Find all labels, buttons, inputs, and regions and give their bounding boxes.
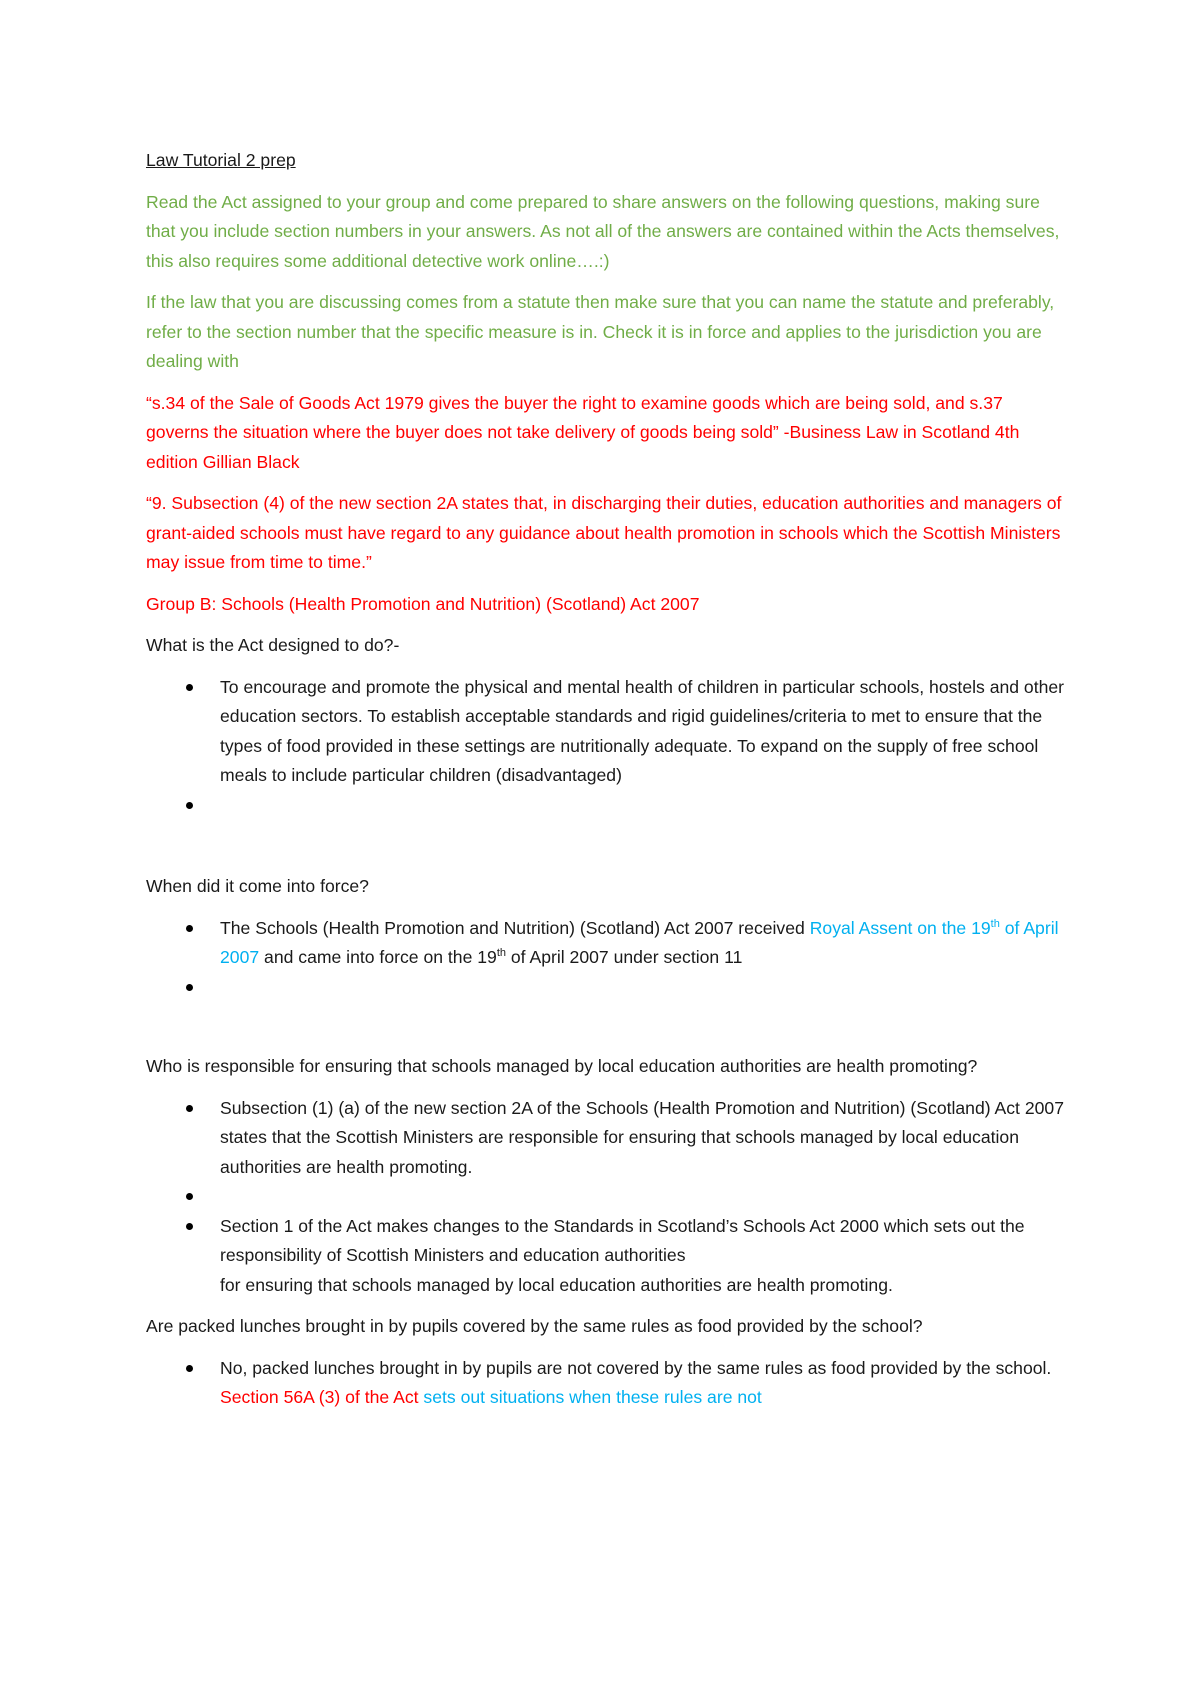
group-heading: Group B: Schools (Health Promotion and Nutrition) (Scotland) Act 2007 [146, 593, 700, 614]
question-responsibility: Who is responsible for ensuring that schools managed by local education authorities are health promoting? [146, 1056, 978, 1076]
list-item [146, 791, 1066, 821]
instructions-paragraph: Read the Act assigned to your group and come prepared to share answers on the following questions, making sure that you include section numbers in your answers. As not all of the answers are contained within the Acts themselves, this also requires some additional detective work online….:) [146, 191, 1060, 271]
document-body [146, 146, 1066, 1425]
bullet-icon [186, 925, 193, 932]
bullet-icon [186, 1105, 193, 1112]
statute-guidance-paragraph: If the law that you are discussing comes from a statute then make sure that you can name the statute and preferably, refer to the section number that the specific measure is in. Check it is in force and applies to the jurisdiction you are dealing with [146, 292, 1055, 371]
document-title: Law Tutorial 2 prep [146, 150, 296, 170]
answer-packed-lunches-text: No, packed lunches brought in by pupils are not covered by the same rules as food provided by the school. Section 56A (3) of the Act sets out situations when these rules are not [220, 1357, 1052, 1407]
list-item [146, 1212, 1066, 1301]
bullet-icon [186, 684, 193, 691]
list-item [146, 914, 1066, 973]
answer-section1-continuation: for ensuring that schools managed by local education authorities are health promoting. [220, 1274, 893, 1295]
bullet-icon [186, 1365, 193, 1372]
royal-assent-link[interactable]: Royal Assent on the 19th of April 2007 [220, 917, 1059, 967]
question-packed-lunches: Are packed lunches brought in by pupils covered by the same rules as food provided by the school? [146, 1316, 923, 1336]
question-purpose: What is the Act designed to do?- [146, 635, 400, 655]
question-in-force: When did it come into force? [146, 876, 369, 896]
list-item [146, 1354, 1066, 1413]
sale-of-goods-quote: “s.34 of the Sale of Goods Act 1979 gives the buyer the right to examine goods which are being sold, and s.37 governs the situation where the buyer does not take delivery of goods being sold” -Business Law in Scotland 4th edition Gillian Black [146, 392, 1020, 472]
section-56a-reference: Section 56A (3) of the Act [220, 1387, 419, 1407]
bullet-icon [186, 1223, 193, 1230]
bullet-icon [186, 802, 193, 809]
answer-list-purpose [146, 673, 1066, 821]
answer-list-packed-lunches [146, 1354, 1066, 1413]
answer-list-in-force [146, 914, 1066, 1003]
list-item [146, 1094, 1066, 1183]
answer-in-force-text: The Schools (Health Promotion and Nutrition) (Scotland) Act 2007 received Royal Assent on the 19th of April 2007 and came into force on the 19th of April 2007 under section 11 [220, 917, 1059, 967]
rules-exceptions-link[interactable]: sets out situations when these rules are not [418, 1387, 762, 1407]
answer-purpose-text: To encourage and promote the physical and mental health of children in particular schools, hostels and other education sectors. To establish acceptable standards and rigid guidelines/criteria to met to ensure that the types of food provided in these settings are nutritionally adequate. To expand on the supply of free school meals to include particular children (disadvantaged) [220, 676, 1065, 785]
bullet-icon [186, 1193, 193, 1200]
answer-list-responsibility [146, 1094, 1066, 1301]
list-item [146, 973, 1066, 1003]
list-item [146, 1182, 1066, 1212]
section-2a-quote: “9. Subsection (4) of the new section 2A states that, in discharging their duties, education authorities and managers of grant-aided schools must have regard to any guidance about health promotion in schools which the Scottish Ministers may issue from time to time.” [146, 493, 1062, 572]
bullet-icon [186, 984, 193, 991]
answer-responsibility-text: Subsection (1) (a) of the new section 2A of the Schools (Health Promotion and Nutrition) (Scotland) Act 2007 states that the Scottish Ministers are responsible for ensuring that schools managed by local education authorities are health promoting. [220, 1097, 1064, 1177]
list-item [146, 673, 1066, 791]
answer-section1-text: Section 1 of the Act makes changes to the Standards in Scotland’s Schools Act 2000 which sets out the responsibility of Scottish Ministers and education authorities [220, 1215, 1025, 1265]
